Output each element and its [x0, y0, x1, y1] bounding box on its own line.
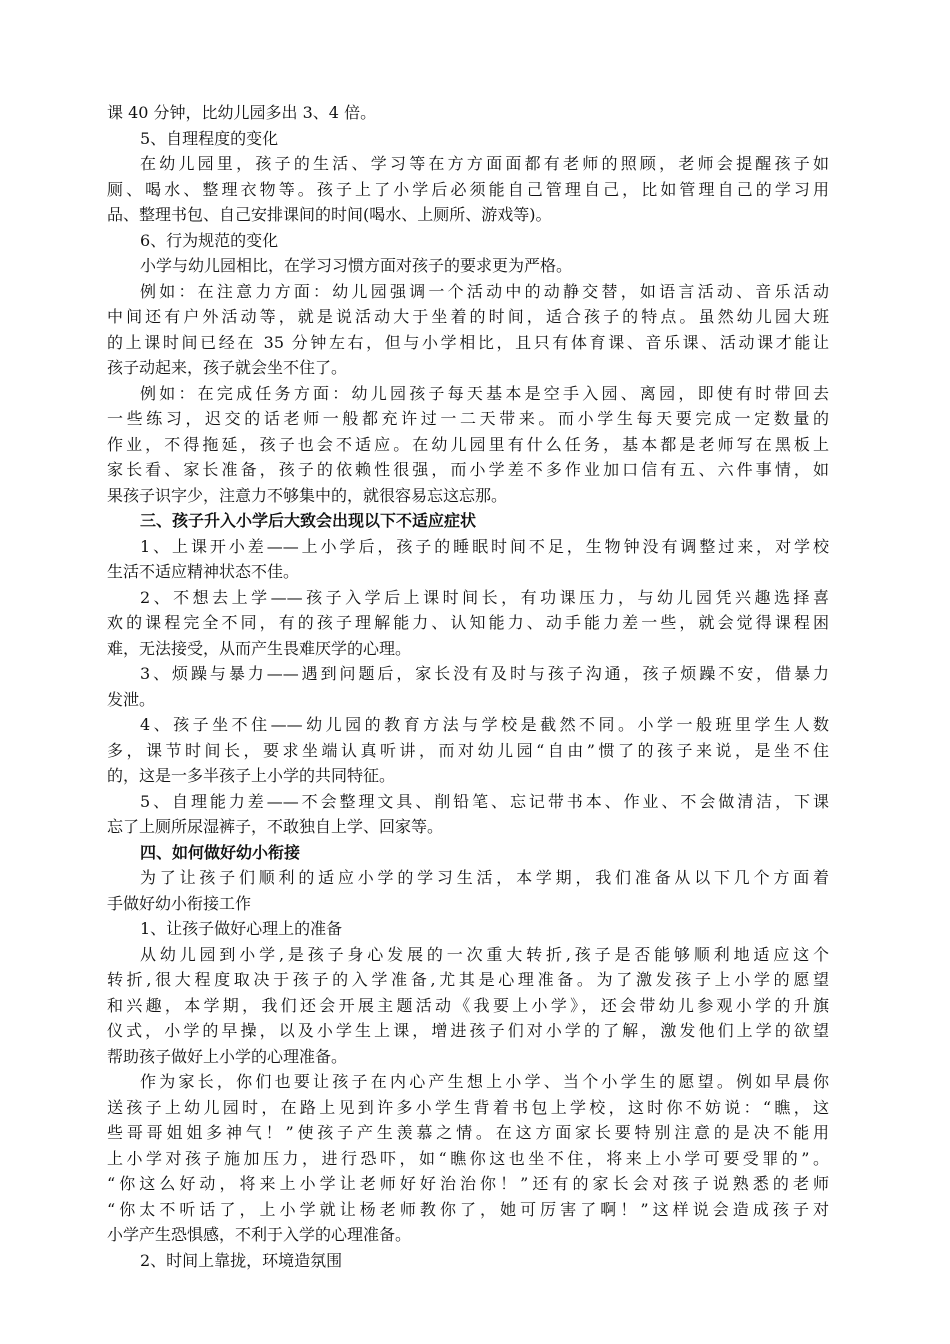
text-line: 送孩子上幼儿园时，在路上见到许多小学生背着书包上学校，这时你不妨说：“瞧，这 — [107, 1097, 829, 1117]
text-line: 2、时间上靠拢，环境造氛围 — [140, 1250, 343, 1270]
text-line: 些哥哥姐姐多神气！”使孩子产生羡慕之情。在这方面家长要特别注意的是决不能用 — [107, 1123, 829, 1142]
text-line: 的，这是一多半孩子上小学的共同特征。 — [107, 766, 396, 785]
text-line: 多，课节时间长，要求坐端认真听讲，而对幼儿园“自由”惯了的孩子来说，是坐不住 — [107, 740, 829, 760]
text-line: 一些练习，迟交的话老师一般都充许过一二天带来。而小学生每天要完成一定数量的 — [107, 409, 829, 428]
text-line: 为了让孩子们顺利的适应小学的学习生活，本学期，我们准备从以下几个方面着 — [140, 868, 829, 887]
text-line: 5、自理能力差——不会整理文具、削铅笔、忘记带书本、作业、不会做清洁，下课 — [140, 791, 829, 811]
text-line: 从幼儿园到小学,是孩子身心发展的一次重大转折,孩子是否能够顺利地适应这个 — [140, 944, 829, 964]
text-line: 和兴趣，本学期，我们还会开展主题活动《我要上小学》，还会带幼儿参观小学的升旗 — [107, 995, 829, 1015]
text-line: 难，无法接受，从而产生畏难厌学的心理。 — [107, 638, 412, 658]
text-line: 欢的课程完全不同，有的孩子理解能力、认知能力、动手能力差一些，就会觉得课程困 — [107, 613, 829, 632]
text-line: 例如：在完成任务方面：幼儿园孩子每天基本是空手入园、离园，即使有时带回去 — [140, 383, 829, 403]
text-line: 1、上课开小差——上小学后，孩子的睡眠时间不足，生物钟没有调整过来，对学校 — [140, 536, 829, 556]
text-line: 家长看、家长准备，孩子的依赖性很强，而小学差不多作业加口信有五、六件事情，如 — [107, 460, 829, 479]
text-line: 6、行为规范的变化 — [140, 230, 279, 250]
text-line: 生活不适应精神状态不佳。 — [107, 562, 300, 581]
text-line: 小学与幼儿园相比，在学习习惯方面对孩子的要求更为严格。 — [140, 256, 573, 275]
text-line: 例如：在注意力方面：幼儿园强调一个活动中的动静交替，如语言活动、音乐活动 — [140, 281, 829, 301]
text-line: 帮助孩子做好上小学的心理准备。 — [107, 1046, 348, 1066]
text-line: 作业，不得拖延，孩子也会不适应。在幼儿园里有什么任务，基本都是老师写在黑板上 — [107, 434, 829, 454]
text-line: 的上课时间已经在 35 分钟左右，但与小学相比，且只有体育课、音乐课、活动课才能让 — [107, 332, 829, 352]
text-line: 小学产生恐惧感，不利于入学的心理准备。 — [107, 1225, 412, 1244]
text-line: 手做好幼小衔接工作 — [107, 893, 252, 913]
text-line: 果孩子识字少，注意力不够集中的，就很容易忘这忘那。 — [107, 485, 508, 505]
text-line: 3、烦躁与暴力——遇到问题后，家长没有及时与孩子沟通，孩子烦躁不安，借暴力 — [140, 664, 829, 683]
text-line: 中间还有户外活动等，就是说活动大于坐着的时间，适合孩子的特点。虽然幼儿园大班 — [107, 307, 829, 326]
text-line: 厕、喝水、整理衣物等。孩子上了小学后必须能自己管理自己，比如管理自己的学习用 — [107, 179, 829, 199]
text-line: 发泄。 — [107, 689, 156, 709]
text-line: 5、自理程度的变化 — [140, 128, 279, 148]
text-line: 仪式，小学的早操，以及小学生上课，增进孩子们对小学的了解，激发他们上学的欲望 — [107, 1021, 829, 1040]
text-line: 品、整理书包、自己安排课间的时间(喝水、上厕所、游戏等)。 — [107, 205, 552, 224]
section-heading: 三、孩子升入小学后大致会出现以下不适应症状 — [140, 511, 477, 530]
text-line: 上小学对孩子施加压力，进行恐吓，如“瞧你这也坐不住，将来上小学可要受罪的”。 — [107, 1148, 829, 1168]
text-line: “你太不听话了，上小学就让杨老师教你了，她可厉害了啊！”这样说会造成孩子对 — [107, 1199, 829, 1219]
text-line: 2、不想去上学——孩子入学后上课时间长，有功课压力，与幼儿园凭兴趣选择喜 — [140, 587, 829, 607]
text-line: 作为家长，你们也要让孩子在内心产生想上小学、当个小学生的愿望。例如早晨你 — [140, 1072, 829, 1091]
document-page — [107, 100, 829, 1273]
section-heading: 四、如何做好幼小衔接 — [140, 842, 301, 862]
text-line: 课 40 分钟，比幼儿园多出 3、4 倍。 — [107, 103, 377, 122]
text-line: “你这么好动，将来上小学让老师好好治治你！”还有的家长会对孩子说熟悉的老师 — [107, 1174, 829, 1193]
text-line: 孩子动起来，孩子就会坐不住了。 — [107, 358, 348, 377]
text-line: 4、孩子坐不住——幼儿园的教育方法与学校是截然不同。小学一般班里学生人数 — [140, 715, 829, 734]
text-line: 忘了上厕所尿湿裤子，不敢独自上学、回家等。 — [107, 817, 444, 836]
text-line: 转折,很大程度取决于孩子的入学准备,尤其是心理准备。为了激发孩子上小学的愿望 — [107, 970, 829, 989]
text-line: 1、让孩子做好心理上的准备 — [140, 919, 343, 938]
text-line: 在幼儿园里，孩子的生活、学习等在方方面面都有老师的照顾，老师会提醒孩子如 — [140, 154, 829, 173]
